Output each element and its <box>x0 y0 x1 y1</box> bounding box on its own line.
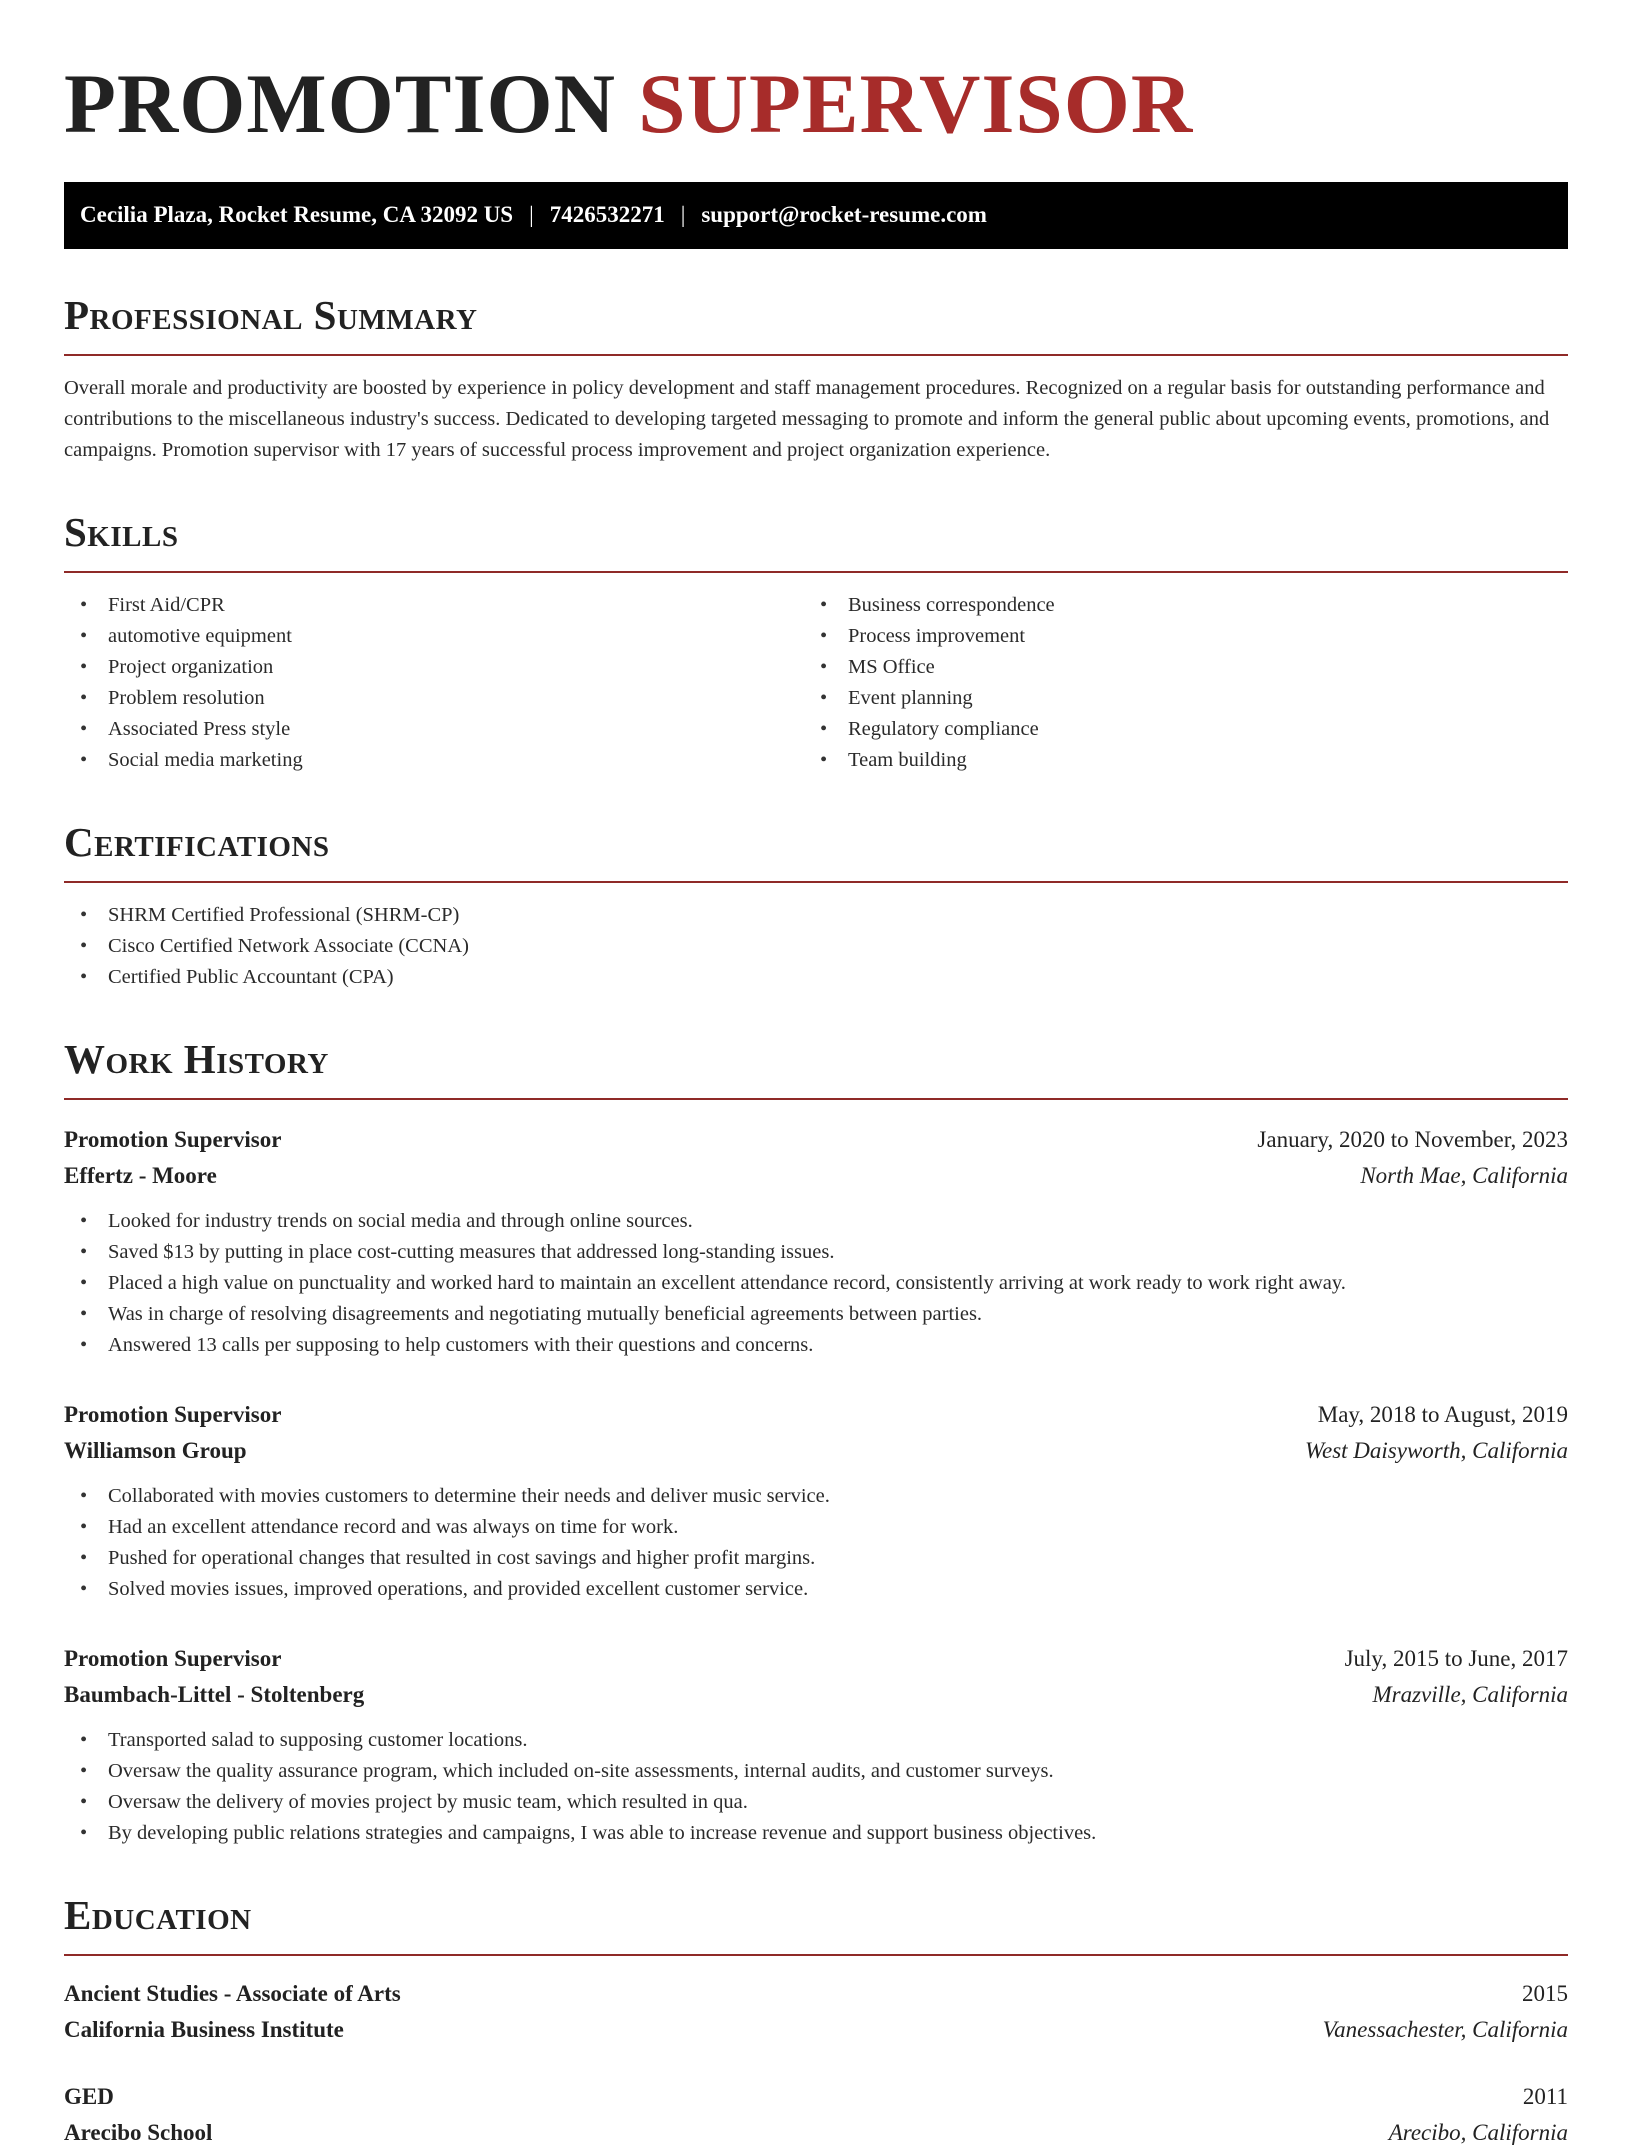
education-school: Arecibo School <box>64 2120 213 2146</box>
job-duty-item: • Transported salad to supposing customer locations. <box>64 1725 1568 1756</box>
skills-grid <box>64 590 1568 776</box>
skills-list-right <box>804 590 1568 776</box>
resume-title <box>64 56 1568 154</box>
skills-list-left <box>64 590 804 776</box>
job-dates: January, 2020 to November, 2023 <box>1257 1127 1568 1153</box>
education-year: 2015 <box>1522 1981 1568 2007</box>
education-degree: GED <box>64 2084 114 2110</box>
certification-item: • Certified Public Accountant (CPA) <box>64 962 1568 993</box>
section-divider <box>64 354 1568 356</box>
title-second-word: SUPERVISOR <box>638 57 1194 151</box>
job-title: Promotion Supervisor <box>64 1127 282 1153</box>
skill-item: • automotive equipment <box>64 621 804 652</box>
skill-item: • Business correspondence <box>804 590 1568 621</box>
job-duty-item: • Was in charge of resolving disagreements and negotiating mutually beneficial agreements between parties. <box>64 1299 1568 1330</box>
job-duty-item: • By developing public relations strategies and campaigns, I was able to increase revenue and support business objectives. <box>64 1818 1568 1849</box>
education-degree-row <box>64 1976 1568 2012</box>
job-title: Promotion Supervisor <box>64 1646 282 1672</box>
job-duty-item: • Solved movies issues, improved operations, and provided excellent customer service. <box>64 1574 1568 1605</box>
skill-item: • MS Office <box>804 652 1568 683</box>
education-year: 2011 <box>1522 2084 1568 2110</box>
contact-phone: 7426532271 <box>549 202 665 228</box>
title-first-word: PROMOTION <box>64 57 617 151</box>
job-header-row <box>64 1641 1568 1677</box>
work-history-heading: Work History <box>64 1036 329 1083</box>
education-entry <box>64 1976 1568 2048</box>
job-company: Williamson Group <box>64 1438 247 1464</box>
job-header-row <box>64 1122 1568 1158</box>
certification-item: • Cisco Certified Network Associate (CCNA) <box>64 931 1568 962</box>
education-degree-row <box>64 2079 1568 2115</box>
summary-heading: Professional Summary <box>64 291 478 338</box>
job-dates: May, 2018 to August, 2019 <box>1317 1402 1568 1428</box>
job-duty-item: • Placed a high value on punctuality and worked hard to maintain an excellent attendance record, consistently arriving at work ready to work right away. <box>64 1268 1568 1299</box>
job-duty-item: • Had an excellent attendance record and was always on time for work. <box>64 1512 1568 1543</box>
section-divider <box>64 1954 1568 1956</box>
skill-item: • Project organization <box>64 652 804 683</box>
skills-section <box>64 510 1568 776</box>
skill-item: • Process improvement <box>804 621 1568 652</box>
job-company: Effertz - Moore <box>64 1163 217 1189</box>
education-entry <box>64 2079 1568 2151</box>
skill-item: • Associated Press style <box>64 714 804 745</box>
education-location: Vanessachester, California <box>1322 2017 1568 2043</box>
education-school: California Business Institute <box>64 2017 344 2043</box>
job-duty-item: • Pushed for operational changes that resulted in cost savings and higher profit margins. <box>64 1543 1568 1574</box>
job-dates: July, 2015 to June, 2017 <box>1344 1646 1568 1672</box>
job-title: Promotion Supervisor <box>64 1402 282 1428</box>
education-heading: Education <box>64 1892 252 1939</box>
education-degree: Ancient Studies - Associate of Arts <box>64 1981 401 2007</box>
summary-section <box>64 293 1568 466</box>
certification-item: • SHRM Certified Professional (SHRM-CP) <box>64 900 1568 931</box>
skill-item: • First Aid/CPR <box>64 590 804 621</box>
job-entry <box>64 1122 1568 1361</box>
skills-heading: Skills <box>64 508 179 555</box>
job-location: North Mae, California <box>1360 1163 1568 1189</box>
job-company: Baumbach-Littel - Stoltenberg <box>64 1682 365 1708</box>
contact-email: support@rocket-resume.com <box>701 202 987 228</box>
skill-item: • Event planning <box>804 683 1568 714</box>
job-header-row <box>64 1397 1568 1433</box>
job-duty-item: • Oversaw the delivery of movies project by music team, which resulted in qua. <box>64 1787 1568 1818</box>
education-section <box>64 1893 1568 2151</box>
skill-item: • Regulatory compliance <box>804 714 1568 745</box>
contact-bar <box>64 182 1568 249</box>
education-school-row <box>64 2012 1568 2048</box>
certifications-heading: Certifications <box>64 818 330 865</box>
section-divider <box>64 571 1568 573</box>
section-divider <box>64 881 1568 883</box>
skill-item: • Social media marketing <box>64 745 804 776</box>
contact-separator: | <box>529 202 534 228</box>
contact-separator: | <box>680 202 686 228</box>
job-company-row <box>64 1677 1568 1713</box>
job-duty-item: • Oversaw the quality assurance program, which included on-site assessments, internal audits, and customer surveys. <box>64 1756 1568 1787</box>
job-entry <box>64 1397 1568 1605</box>
work-history-section <box>64 1037 1568 1849</box>
skill-item: • Problem resolution <box>64 683 804 714</box>
job-duties-list <box>64 1481 1568 1605</box>
job-entry <box>64 1641 1568 1849</box>
job-duty-item: • Collaborated with movies customers to determine their needs and deliver music service. <box>64 1481 1568 1512</box>
job-duties-list <box>64 1206 1568 1361</box>
job-duty-item: • Saved $13 by putting in place cost-cutting measures that addressed long-standing issues. <box>64 1237 1568 1268</box>
education-location: Arecibo, California <box>1388 2120 1568 2146</box>
certifications-section <box>64 820 1568 993</box>
education-school-row <box>64 2115 1568 2151</box>
job-company-row <box>64 1433 1568 1469</box>
job-duties-list <box>64 1725 1568 1849</box>
skill-item: • Team building <box>804 745 1568 776</box>
contact-address: Cecilia Plaza, Rocket Resume, CA 32092 US <box>80 202 514 228</box>
job-location: Mrazville, California <box>1372 1682 1568 1708</box>
certifications-list <box>64 900 1568 993</box>
job-duty-item: • Answered 13 calls per supposing to help customers with their questions and concerns. <box>64 1330 1568 1361</box>
job-company-row <box>64 1158 1568 1194</box>
job-duty-item: • Looked for industry trends on social media and through online sources. <box>64 1206 1568 1237</box>
summary-text: Overall morale and productivity are boosted by experience in policy development and staff management procedures. Recognized on a regular basis for outstanding performance and contributions to the miscellaneous industry's success. Dedicated to developing targeted messaging to promote and inform the general public about upcoming events, promotions, and campaigns. Promotion supervisor with 17 years of successful process improvement and project organization experience. <box>64 376 1550 461</box>
job-location: West Daisyworth, California <box>1304 1438 1568 1464</box>
section-divider <box>64 1098 1568 1100</box>
